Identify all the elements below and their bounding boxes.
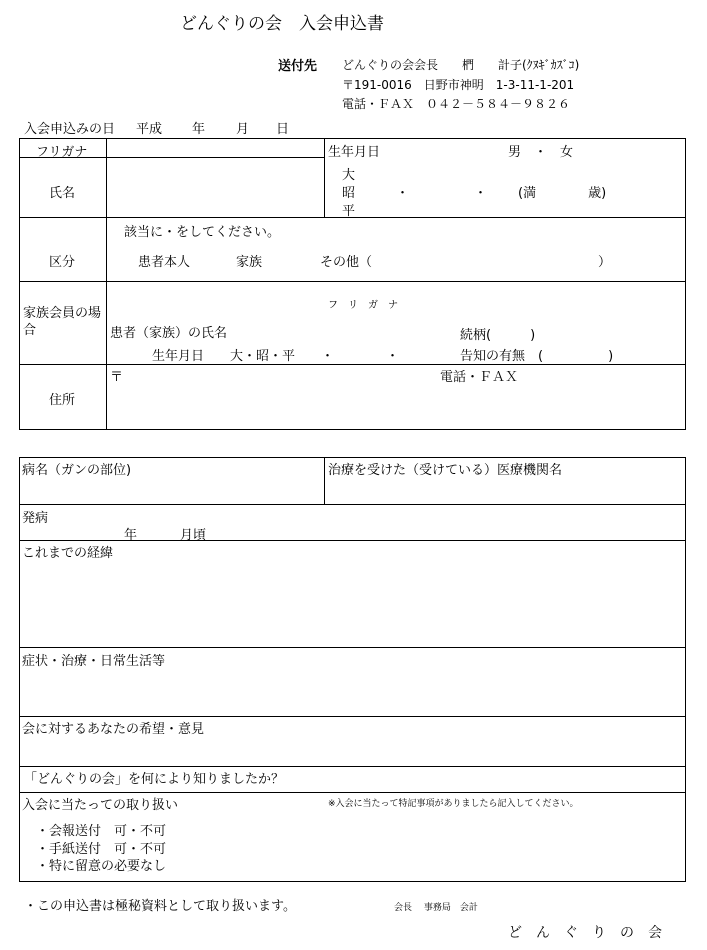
gender-options[interactable]: 男 ・ 女 — [508, 145, 574, 160]
birthdate-label: 生年月日 — [328, 145, 381, 160]
application-date-year: 年 — [192, 122, 206, 137]
hospital-label: 治療を受けた（受けている）医療機関名 — [328, 463, 563, 478]
family-furigana-label: フ リ ガ ナ — [328, 300, 398, 311]
family-birthdate-field: 生年月日 大・昭・平 ・ ・ — [152, 349, 400, 364]
category-patient-option[interactable]: 患者本人 — [138, 255, 191, 270]
handling-note: ※入会に当たって特記事項がありましたら記入してください。 — [328, 799, 579, 809]
send-to-tel: 電話・ＦＡＸ ０４２－５８４－９８２６ — [342, 97, 571, 111]
category-other-option[interactable]: その他（ — [320, 255, 373, 270]
application-date-era: 平成 — [136, 122, 163, 137]
family-notice-field: 告知の有無 ( ) — [460, 349, 614, 364]
furigana-label: フリガナ — [36, 145, 88, 160]
medical-info-table — [19, 457, 686, 882]
onset-month: 月頃 — [180, 528, 207, 543]
how-known-label: 「どんぐりの会」を何により知りましたか？ — [24, 772, 285, 787]
birthdate-dots: ・ ・ — [396, 186, 488, 201]
family-patient-name-label: 患者（家族）の氏名 — [110, 326, 228, 341]
postal-mark: 〒 — [110, 370, 124, 385]
era-heisei[interactable]: 平 — [342, 204, 356, 219]
form-title: どんぐりの会 入会申込書 — [180, 14, 384, 34]
organization-name: ど ん ぐ り の 会 — [508, 925, 662, 941]
approval-roles: 会長 事務局 会計 — [394, 903, 478, 913]
disease-label: 病名（ガンの部位) — [22, 463, 132, 478]
confidential-note: ・この申込書は極秘資料として取り扱います。 — [24, 899, 296, 914]
send-to-name: どんぐりの会会長 椚 計子(ｸﾇｷﾞｶｽﾞｺ) — [342, 58, 580, 72]
wishes-label: 会に対するあなたの希望・意見 — [22, 722, 205, 737]
handling-newsletter[interactable]: ・会報送付 可・不可 — [36, 824, 167, 839]
category-family-option[interactable]: 家族 — [236, 255, 263, 270]
era-taisho[interactable]: 大 — [342, 168, 356, 183]
category-note: 該当に・をしてください。 — [124, 225, 281, 240]
category-other-close: ） — [598, 255, 612, 270]
send-to-label: 送付先 — [278, 59, 318, 74]
family-member-label: 家族会員の場合 — [23, 306, 102, 338]
address-input[interactable] — [107, 380, 685, 429]
symptoms-label: 症状・治療・日常生活等 — [22, 654, 166, 669]
tel-fax-label: 電話・ＦＡＸ — [440, 370, 519, 385]
handling-no-special[interactable]: ・特に留意の必要なし — [36, 859, 167, 874]
name-label: 氏名 — [49, 186, 76, 201]
age-field: (満 歳) — [518, 186, 607, 201]
name-input[interactable] — [107, 158, 323, 216]
application-date-label: 入会申込みの日 — [24, 122, 116, 137]
onset-label: 発病 — [22, 511, 49, 526]
onset-year: 年 — [124, 528, 138, 543]
category-label: 区分 — [49, 255, 76, 270]
send-to-address: 〒191-0016 日野市神明 1-3-11-1-201 — [342, 78, 575, 92]
address-label: 住所 — [49, 393, 76, 408]
history-label: これまでの経緯 — [22, 546, 114, 561]
application-date-month: 月 — [236, 122, 250, 137]
family-relation-field: 続柄( ) — [460, 328, 536, 343]
handling-letter[interactable]: ・手紙送付 可・不可 — [36, 842, 167, 857]
era-showa[interactable]: 昭 — [342, 186, 356, 201]
handling-label: 入会に当たっての取り扱い — [22, 798, 179, 813]
application-date-day: 日 — [276, 122, 290, 137]
furigana-input[interactable] — [107, 139, 323, 156]
